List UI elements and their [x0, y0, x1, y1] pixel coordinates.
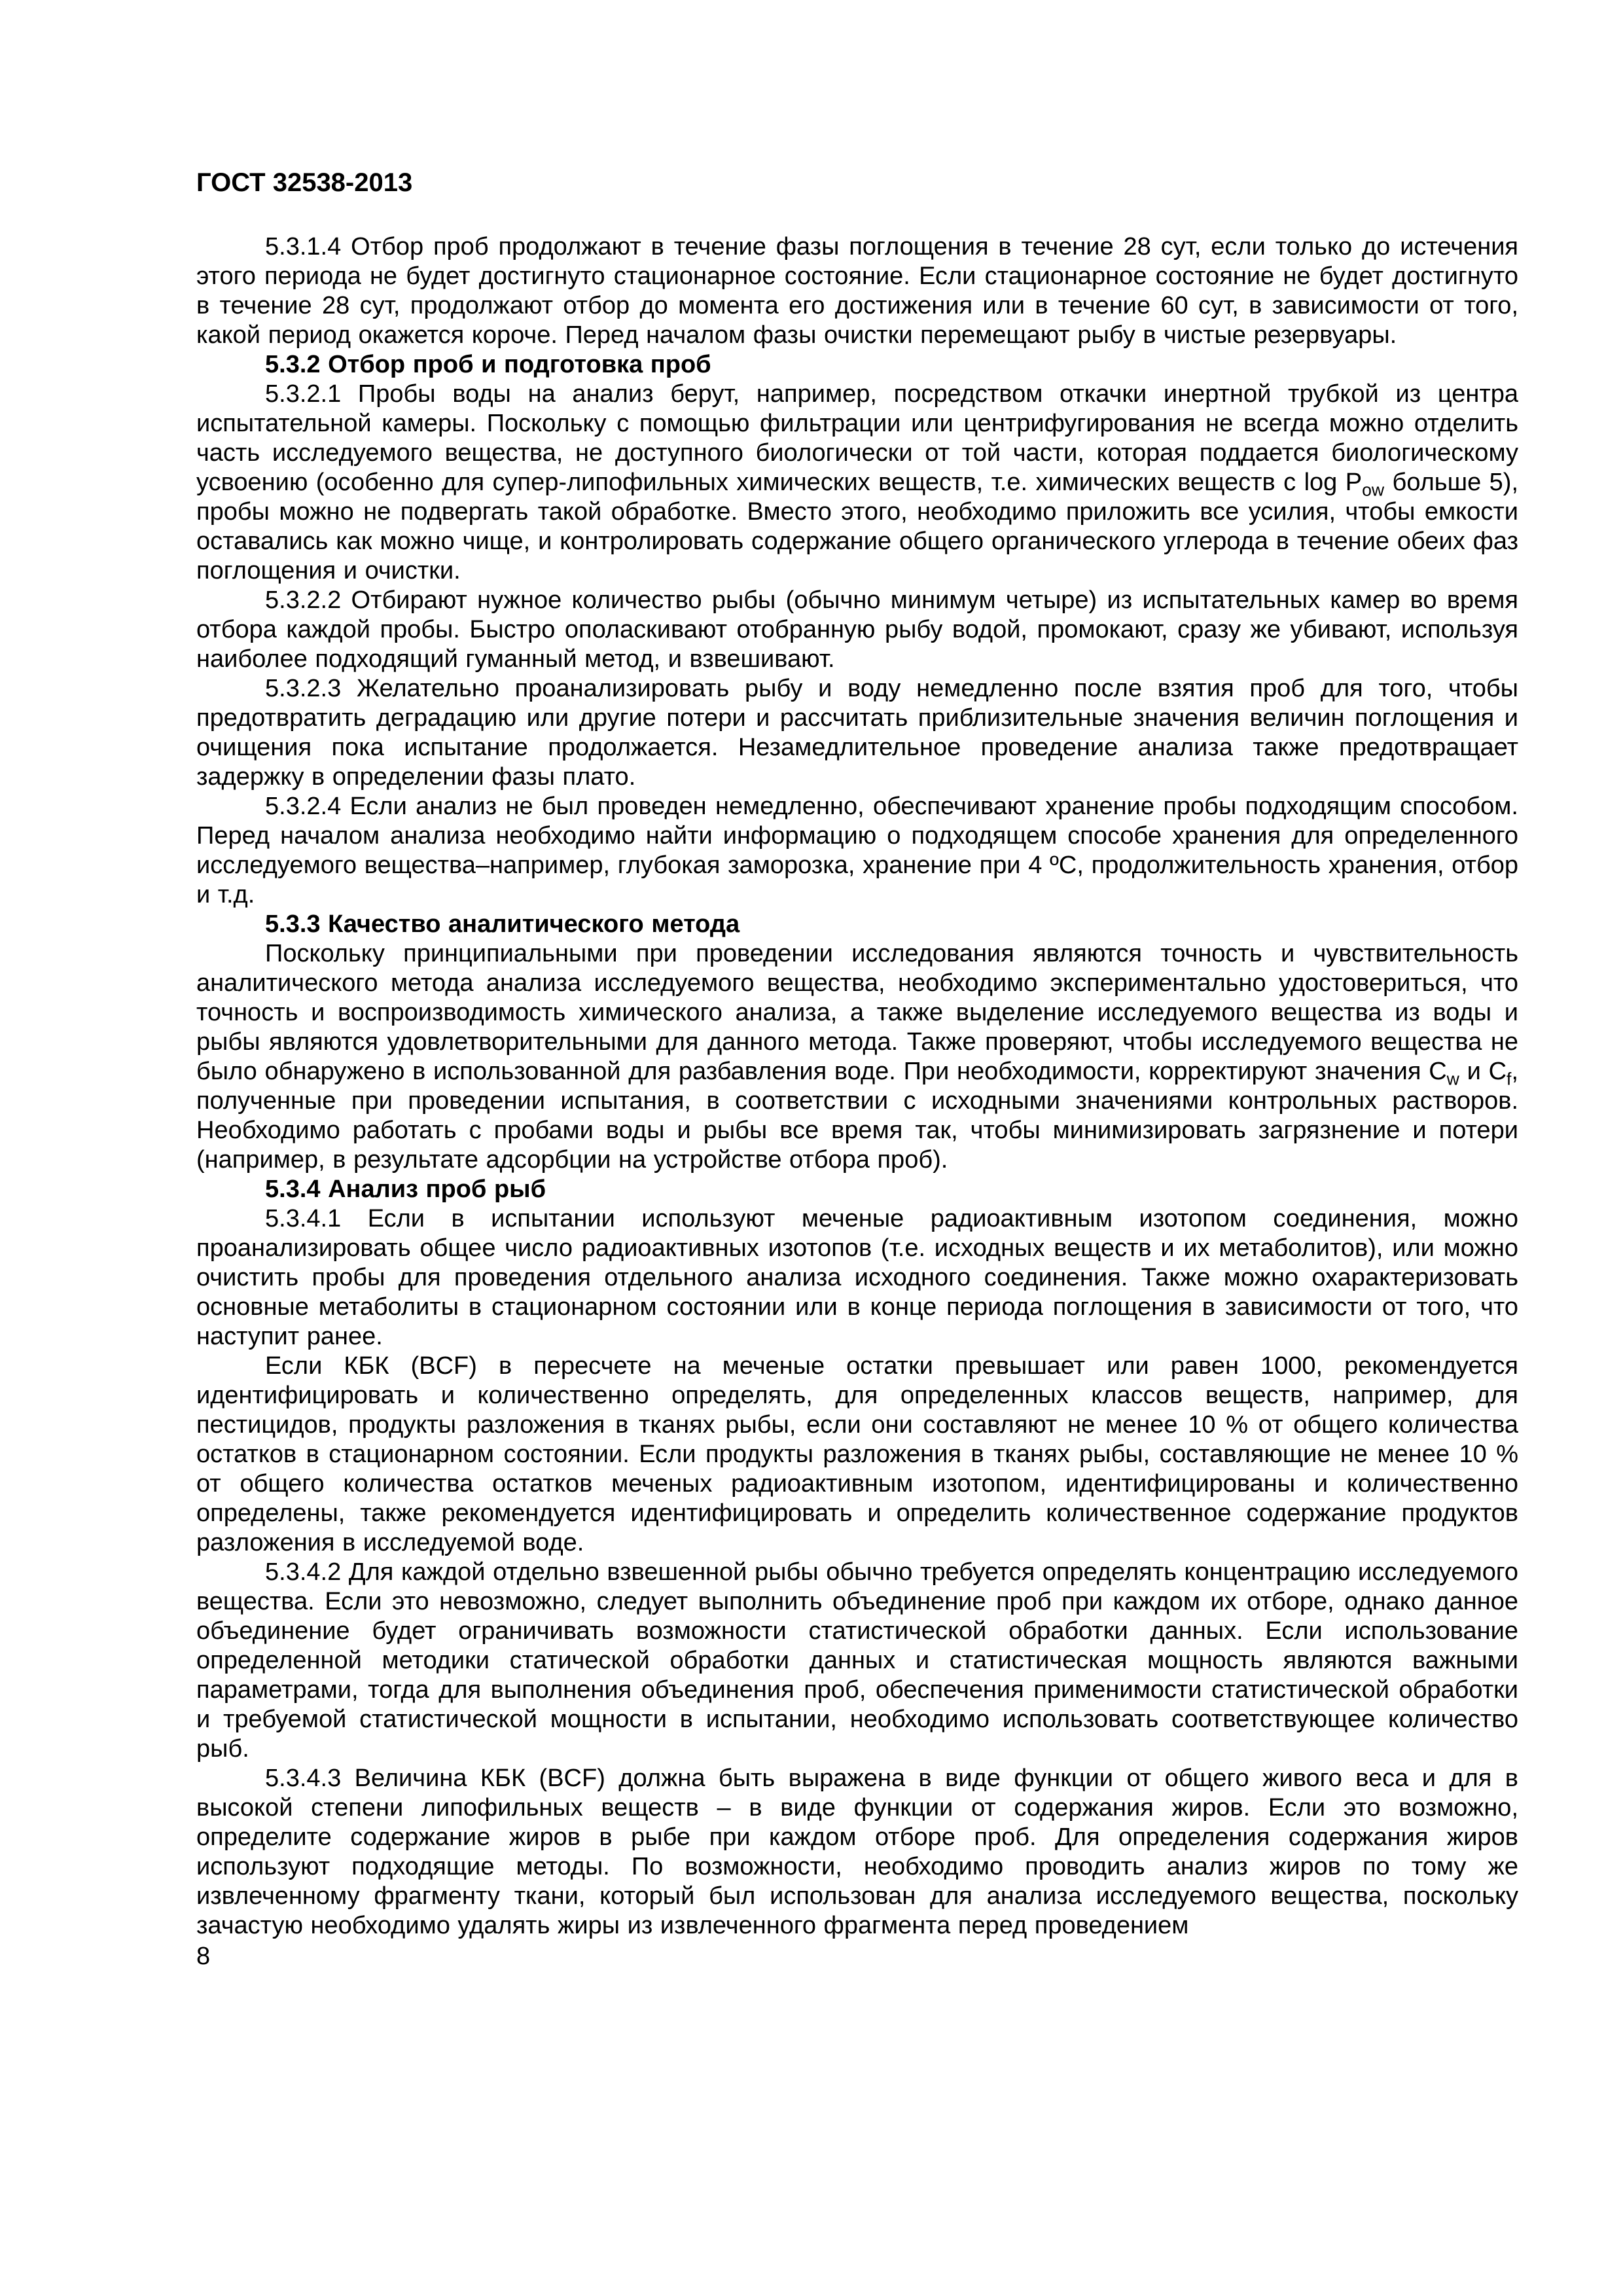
document-content — [196, 167, 1518, 1971]
section-heading: 5.3.2 Отбор проб и подготовка проб — [265, 351, 711, 378]
paragraph: Поскольку принципиальными при проведении исследования являются точность и чувствительность аналитического метода анализа исследуемого вещества, необходимо экспериментально удостовериться, что точность и воспроизводимость химического анализа, а также выделение исследуемого вещества из воды и рыбы являются удовлетворительными для данного метода. Также проверяют, чтобы исследуемого вещества не было обнаружено в использованной для разбавления воде. При необходимости, корректируют значения $C_w$ и $C_f$, полученные при проведении испытания, в соответствии с исходными значениями контрольных растворов. Необходимо работать с пробами воды и рыбы все время так, чтобы минимизировать загрязнение и потери (например, в результате адсорбции на устройстве отбора проб). — [196, 940, 1518, 1174]
paragraph: 5.3.2.2 Отбирают нужное количество рыбы (обычно минимум четыре) из испытательных камер во время отбора каждой пробы. Быстро ополаскивают отобранную рыбу водой, промокают, сразу же убивают, используя наиболее подходящий гуманный метод, и взвешивают. — [196, 586, 1518, 673]
paragraph: 5.3.2.4 Если анализ не был проведен немедленно, обеспечивают хранение пробы подходящим способом. Перед началом анализа необходимо найти информацию о подходящем способе хранения для определенного исследуемого вещества–например, глубокая заморозка, хранение при 4 ºС, продолжительность хранения, отбор и т.д. — [196, 793, 1518, 908]
paragraph: Если КБК (BCF) в пересчете на меченые остатки превышает или равен 1000, рекомендуется идентифицировать и количественно определять, для определенных классов веществ, например, для пестицидов, продукты разложения в тканях рыбы, если они составляют не менее 10 % от общего количества остатков в стационарном состоянии. Если продукты разложения в тканях рыбы, составляющие не менее 10 % от общего количества остатков меченых радиоактивным изотопом, идентифицированы и количественно определены, также рекомендуется идентифицировать и определить количественное содержание продуктов разложения в исследуемой воде. — [196, 1352, 1518, 1556]
section-heading: 5.3.4 Анализ проб рыб — [265, 1175, 546, 1203]
paragraph: 5.3.2.3 Желательно проанализировать рыбу и воду немедленно после взятия проб для того, чтобы предотвратить деградацию или другие потери и рассчитать приблизительные значения величин поглощения и очищения пока испытание продолжается. Незамедлительное проведение анализа также предотвращает задержку в определении фазы плато. — [196, 675, 1518, 791]
document-body — [196, 232, 1518, 1941]
paragraph: 5.3.4.1 Если в испытании используют меченые радиоактивным изотопом соединения, можно проанализировать общее число радиоактивных изотопов (т.е. исходных веществ и их метаболитов), или можно очистить пробы для проведения отдельного анализа исходного соединения. Также можно охарактеризовать основные метаболиты в стационарном состоянии или в конце периода поглощения в зависимости от того, что наступит ранее. — [196, 1205, 1518, 1350]
page-number: 8 — [196, 1943, 211, 1970]
document-header: ГОСТ 32538-2013 — [196, 168, 413, 197]
paragraph: 5.3.1.4 Отбор проб продолжают в течение фазы поглощения в течение 28 сут, если только до истечения этого периода не будет достигнуто стационарное состояние. Если стационарное состояние не будет достигнуто в течение 28 сут, продолжают отбор до момента его достижения или в течение 60 сут, в зависимости от того, какой период окажется короче. Перед началом фазы очистки перемещают рыбу в чистые резервуары. — [196, 233, 1518, 349]
paragraph: 5.3.4.2 Для каждой отдельно взвешенной рыбы обычно требуется определять концентрацию исследуемого вещества. Если это невозможно, следует выполнить объединение проб при каждом их отборе, однако данное объединение будет ограничивать возможности статистической обработки данных. Если использование определенной методики статической обработки данных и статистическая мощность являются важными параметрами, тогда для выполнения объединения проб, обеспечения применимости статистической обработки и требуемой статистической мощности в испытании, необходимо использовать соответствующее количество рыб. — [196, 1558, 1518, 1763]
paragraph: 5.3.4.3 Величина КБК (BCF) должна быть выражена в виде функции от общего живого веса и для в высокой степени липофильных веществ – в виде функции от содержания жиров. Если это возможно, определите содержание жиров в рыбе при каждом отборе проб. Для определения содержания жиров используют подходящие методы. По возможности, необходимо проводить анализ жиров по тому же извлеченному фрагменту ткани, который был использован для анализа исследуемого вещества, поскольку зачастую необходимо удалять жиры из извлеченного фрагмента перед проведением — [196, 1765, 1518, 1939]
paragraph: 5.3.2.1 Пробы воды на анализ берут, например, посредством откачки инертной трубкой из центра испытательной камеры. Поскольку с помощью фильтрации или центрифугирования не всегда можно отделить часть исследуемого вещества, не доступного биологически от той части, которая поддается биологическому усвоению (особенно для супер-липофильных химических веществ, т.е. химических веществ с $\log P_{ow}$ больше 5), пробы можно не подвергать такой обработке. Вместо этого, необходимо приложить все усилия, чтобы емкости оставались как можно чище, и контролировать содержание общего органического углерода в течение обеих фаз поглощения и очистки. — [196, 380, 1518, 584]
section-heading: 5.3.3 Качество аналитического метода — [265, 910, 740, 938]
